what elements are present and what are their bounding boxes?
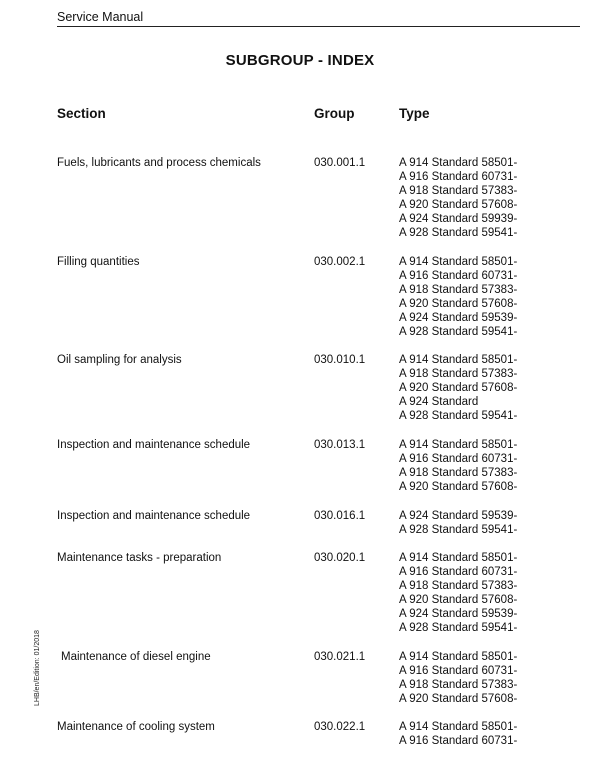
type-line: A 924 Standard 59539- [399,510,518,522]
type-line: A 924 Standard [399,396,479,408]
type-line: A 928 Standard 59541- [399,410,518,422]
type-line: A 928 Standard 59541- [399,524,518,536]
type-line: A 928 Standard 59541- [399,227,518,239]
type-line: A 918 Standard 57383- [399,284,518,296]
edition-note: LHB/en/Edition: 01/2018 [34,630,41,706]
header-title: Service Manual [57,10,144,24]
entry-section: Fuels, lubricants and process chemicals [57,157,261,169]
entry-group: 030.016.1 [314,510,366,522]
header-divider [57,26,580,27]
entry-group: 030.022.1 [314,721,366,733]
entry-section: Inspection and maintenance schedule [57,439,251,451]
type-line: A 918 Standard 57383- [399,185,518,197]
column-header-group: Group [314,106,355,121]
entry-types [399,255,517,339]
entry-types [399,720,517,748]
type-line: A 914 Standard 58501- [399,552,518,564]
type-line: A 928 Standard 59541- [399,622,518,634]
type-line: A 914 Standard 58501- [399,354,518,366]
type-line: A 918 Standard 57383- [399,368,518,380]
entry-types [399,438,517,494]
type-line: A 914 Standard 58501- [399,721,518,733]
type-line: A 914 Standard 58501- [399,256,518,268]
entry-types [399,551,517,635]
type-line: A 914 Standard 58501- [399,439,518,451]
type-line: A 920 Standard 57608- [399,693,518,705]
entry-group: 030.013.1 [314,439,366,451]
type-line: A 916 Standard 60731- [399,735,518,747]
type-line: A 924 Standard 59539- [399,608,518,620]
entry-section: Maintenance of diesel engine [61,651,211,663]
entry-types [399,353,517,423]
type-line: A 920 Standard 57608- [399,481,518,493]
type-line: A 918 Standard 57383- [399,580,518,592]
entry-types [399,650,517,706]
column-header-section: Section [57,106,106,121]
type-line: A 914 Standard 58501- [399,157,518,169]
type-line: A 916 Standard 60731- [399,665,518,677]
type-line: A 918 Standard 57383- [399,467,518,479]
entry-section: Maintenance of cooling system [57,721,215,733]
type-line: A 914 Standard 58501- [399,651,518,663]
entry-section: Maintenance tasks - preparation [57,552,222,564]
entry-group: 030.021.1 [314,651,366,663]
type-line: A 924 Standard 59539- [399,312,518,324]
type-line: A 916 Standard 60731- [399,453,518,465]
entry-types [399,156,517,240]
entry-section: Inspection and maintenance schedule [57,510,251,522]
entry-group: 030.020.1 [314,552,366,564]
type-line: A 920 Standard 57608- [399,298,518,310]
column-header-type: Type [399,106,430,121]
type-line: A 920 Standard 57608- [399,382,518,394]
entry-types [399,509,517,537]
type-line: A 918 Standard 57383- [399,679,518,691]
type-line: A 920 Standard 57608- [399,199,518,211]
type-line: A 916 Standard 60731- [399,270,518,282]
entry-section: Oil sampling for analysis [57,354,182,366]
entry-group: 030.010.1 [314,354,366,366]
type-line: A 920 Standard 57608- [399,594,518,606]
type-line: A 916 Standard 60731- [399,171,518,183]
entry-section: Filling quantities [57,256,140,268]
entry-group: 030.002.1 [314,256,366,268]
type-line: A 916 Standard 60731- [399,566,518,578]
type-line: A 924 Standard 59939- [399,213,518,225]
entry-group: 030.001.1 [314,157,366,169]
page-title: SUBGROUP - INDEX [225,52,375,69]
type-line: A 928 Standard 59541- [399,326,518,338]
